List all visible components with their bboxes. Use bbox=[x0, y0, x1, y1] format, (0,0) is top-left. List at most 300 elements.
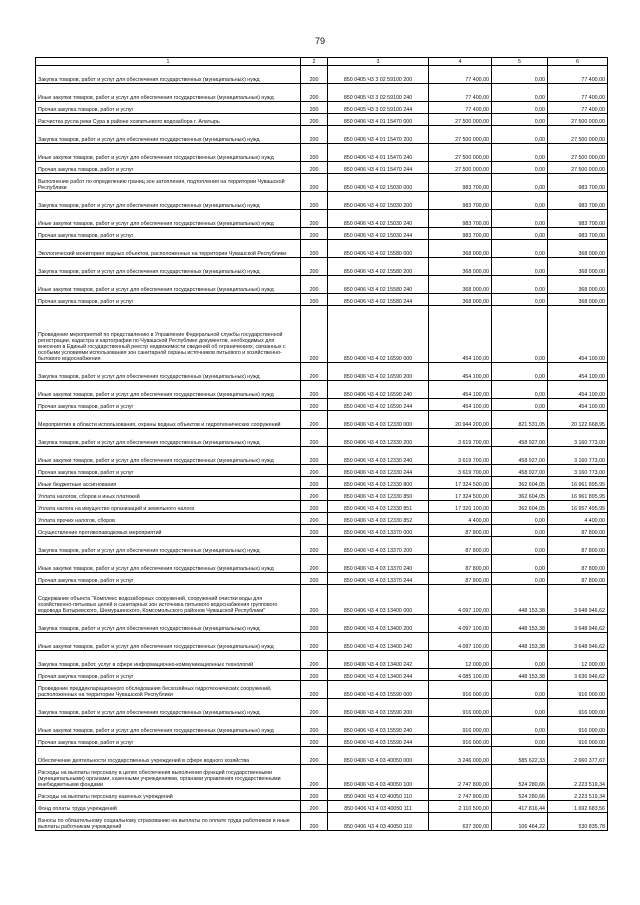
row-approved-amount: 368 000,00 bbox=[429, 276, 492, 294]
row-code: 200 bbox=[301, 126, 328, 144]
row-code: 200 bbox=[301, 699, 328, 717]
row-unexecuted-amount: 983 700,00 bbox=[548, 192, 608, 210]
row-code: 200 bbox=[301, 381, 328, 399]
row-description: Фонд оплаты труда учреждений bbox=[36, 801, 301, 813]
row-description: Прочая закупка товаров, работ и услуг bbox=[36, 735, 301, 747]
row-classification: 850 0406 Ч3 4 02 15030 240 bbox=[328, 210, 429, 228]
row-unexecuted-amount: 454 100,00 bbox=[548, 399, 608, 411]
table-row bbox=[36, 102, 608, 114]
column-header: 5 bbox=[492, 58, 548, 66]
row-executed-amount: 0,00 bbox=[492, 651, 548, 669]
row-approved-amount: 87 800,00 bbox=[429, 525, 492, 537]
row-description: Закупка товаров, работ и услуг для обеспечения государственных (муниципальных) нужд bbox=[36, 615, 301, 633]
row-description: Проведение мероприятий по представлению в Управление Федеральной службы государственной регистрации, кадастра и картографии по Чувашской Республике документов, необходимых для внесения в Единый государственный реестр недвижимости сведений об ограничениях, связанных с особыми условиями использования зон санитарной охраны источников питьевого и хозяйственно-бытового водоснабжения bbox=[36, 306, 301, 363]
row-executed-amount: 0,00 bbox=[492, 240, 548, 258]
row-executed-amount: 0,00 bbox=[492, 126, 548, 144]
row-classification: 850 0406 Ч3 4 03 13370 200 bbox=[328, 537, 429, 555]
row-classification: 850 0406 Ч3 4 02 16590 240 bbox=[328, 381, 429, 399]
table-row bbox=[36, 447, 608, 465]
row-description: Прочая закупка товаров, работ и услуг bbox=[36, 573, 301, 585]
row-description: Закупка товаров, работ и услуг для обеспечения государственных (муниципальных) нужд bbox=[36, 66, 301, 84]
row-code: 200 bbox=[301, 429, 328, 447]
row-classification: 850 0406 Ч3 4 03 12330 000 bbox=[328, 411, 429, 429]
row-description: Иные закупки товаров, работ и услуг для обеспечения государственных (муниципальных) нужд bbox=[36, 447, 301, 465]
row-code: 200 bbox=[301, 681, 328, 699]
row-code: 200 bbox=[301, 84, 328, 102]
table-row bbox=[36, 501, 608, 513]
row-unexecuted-amount: 2 223 519,34 bbox=[548, 765, 608, 789]
row-executed-amount: 0,00 bbox=[492, 717, 548, 735]
row-executed-amount: 0,00 bbox=[492, 114, 548, 126]
row-code: 200 bbox=[301, 735, 328, 747]
table-row bbox=[36, 633, 608, 651]
row-executed-amount: 448 153,38 bbox=[492, 669, 548, 681]
row-code: 200 bbox=[301, 162, 328, 174]
row-description: Иные закупки товаров, работ и услуг для обеспечения государственных (муниципальных) нужд bbox=[36, 381, 301, 399]
row-code: 200 bbox=[301, 765, 328, 789]
row-unexecuted-amount: 4 400,00 bbox=[548, 513, 608, 525]
row-description: Иные закупки товаров, работ и услуг для обеспечения государственных (муниципальных) нужд bbox=[36, 144, 301, 162]
row-classification: 850 0406 Ч3 4 02 15030 000 bbox=[328, 174, 429, 192]
row-executed-amount: 0,00 bbox=[492, 681, 548, 699]
row-description: Закупка товаров, работ и услуг для обеспечения государственных (муниципальных) нужд bbox=[36, 126, 301, 144]
row-executed-amount: 0,00 bbox=[492, 399, 548, 411]
table-row bbox=[36, 669, 608, 681]
row-executed-amount: 524 280,66 bbox=[492, 765, 548, 789]
row-code: 200 bbox=[301, 174, 328, 192]
row-executed-amount: 0,00 bbox=[492, 144, 548, 162]
row-approved-amount: 17 324 500,00 bbox=[429, 477, 492, 489]
table-row bbox=[36, 429, 608, 447]
row-description: Закупка товаров, работ и услуг для обеспечения государственных (муниципальных) нужд bbox=[36, 537, 301, 555]
table-row bbox=[36, 489, 608, 501]
row-approved-amount: 916 000,00 bbox=[429, 735, 492, 747]
row-approved-amount: 27 500 000,00 bbox=[429, 162, 492, 174]
row-executed-amount: 0,00 bbox=[492, 276, 548, 294]
row-classification: 850 0406 Ч3 4 02 15030 244 bbox=[328, 228, 429, 240]
row-unexecuted-amount: 87 800,00 bbox=[548, 573, 608, 585]
row-classification: 850 0406 Ч3 4 03 12330 200 bbox=[328, 429, 429, 447]
row-approved-amount: 27 500 000,00 bbox=[429, 144, 492, 162]
page-number: 79 bbox=[314, 36, 325, 46]
row-approved-amount: 983 700,00 bbox=[429, 210, 492, 228]
table-row bbox=[36, 306, 608, 363]
row-classification: 850 0406 Ч3 4 03 12330 851 bbox=[328, 501, 429, 513]
row-code: 200 bbox=[301, 513, 328, 525]
row-unexecuted-amount: 87 800,00 bbox=[548, 555, 608, 573]
row-description: Мероприятия в области использования, охраны водных объектов и гидротехнических сооружений bbox=[36, 411, 301, 429]
table-row bbox=[36, 363, 608, 381]
row-executed-amount: 0,00 bbox=[492, 525, 548, 537]
row-executed-amount: 0,00 bbox=[492, 66, 548, 84]
row-classification: 850 0406 Ч3 4 01 15470 240 bbox=[328, 144, 429, 162]
budget-execution-table bbox=[35, 57, 608, 831]
row-unexecuted-amount: 2 660 377,67 bbox=[548, 747, 608, 765]
row-approved-amount: 4 400,00 bbox=[429, 513, 492, 525]
table-row bbox=[36, 381, 608, 399]
row-approved-amount: 454 100,00 bbox=[429, 306, 492, 363]
row-approved-amount: 2 110 500,00 bbox=[429, 801, 492, 813]
row-code: 200 bbox=[301, 525, 328, 537]
row-code: 200 bbox=[301, 192, 328, 210]
row-executed-amount: 0,00 bbox=[492, 735, 548, 747]
row-classification: 850 0406 Ч3 4 03 15590 000 bbox=[328, 681, 429, 699]
row-description: Закупка товаров, работ и услуг для обеспечения государственных (муниципальных) нужд bbox=[36, 192, 301, 210]
column-header: 4 bbox=[429, 58, 492, 66]
row-unexecuted-amount: 20 122 668,95 bbox=[548, 411, 608, 429]
row-code: 200 bbox=[301, 258, 328, 276]
table-row bbox=[36, 192, 608, 210]
row-description: Прочая закупка товаров, работ и услуг bbox=[36, 399, 301, 411]
row-classification: 850 0406 Ч3 4 03 15590 244 bbox=[328, 735, 429, 747]
row-executed-amount: 0,00 bbox=[492, 513, 548, 525]
row-unexecuted-amount: 530 835,78 bbox=[548, 813, 608, 831]
table-row bbox=[36, 84, 608, 102]
row-executed-amount: 0,00 bbox=[492, 84, 548, 102]
row-executed-amount: 362 604,05 bbox=[492, 489, 548, 501]
row-executed-amount: 0,00 bbox=[492, 228, 548, 240]
row-unexecuted-amount: 368 000,00 bbox=[548, 240, 608, 258]
row-approved-amount: 983 700,00 bbox=[429, 192, 492, 210]
row-executed-amount: 458 927,00 bbox=[492, 447, 548, 465]
row-description: Уплата налога на имущество организаций и земельного налога bbox=[36, 501, 301, 513]
row-description: Расходы на выплаты персоналу казенных учреждений bbox=[36, 789, 301, 801]
row-code: 200 bbox=[301, 747, 328, 765]
row-description: Прочая закупка товаров, работ и услуг bbox=[36, 669, 301, 681]
row-classification: 850 0406 Ч3 4 03 12330 244 bbox=[328, 465, 429, 477]
row-approved-amount: 4 097 100,00 bbox=[429, 615, 492, 633]
row-executed-amount: 448 153,38 bbox=[492, 615, 548, 633]
row-unexecuted-amount: 3 160 773,00 bbox=[548, 447, 608, 465]
row-unexecuted-amount: 916 000,00 bbox=[548, 699, 608, 717]
row-classification: 850 0406 Ч3 4 02 15030 200 bbox=[328, 192, 429, 210]
row-approved-amount: 77 400,00 bbox=[429, 66, 492, 84]
row-classification: 850 0406 Ч3 4 03 13400 244 bbox=[328, 669, 429, 681]
row-executed-amount: 362 604,05 bbox=[492, 501, 548, 513]
row-description: Расходы на выплаты персоналу в целях обеспечения выполнения функций государственными (муниципальными) органами, казенными учреждениями, органами управления государственными внебюджетными фондами bbox=[36, 765, 301, 789]
row-description: Закупка товаров, работ и услуг для обеспечения государственных (муниципальных) нужд bbox=[36, 699, 301, 717]
row-description: Иные закупки товаров, работ и услуг для обеспечения государственных (муниципальных) нужд bbox=[36, 210, 301, 228]
table-row bbox=[36, 537, 608, 555]
table-row bbox=[36, 114, 608, 126]
table-row bbox=[36, 228, 608, 240]
row-executed-amount: 106 464,22 bbox=[492, 813, 548, 831]
row-description: Уплата налогов, сборов и иных платежей bbox=[36, 489, 301, 501]
table-row bbox=[36, 411, 608, 429]
row-code: 200 bbox=[301, 555, 328, 573]
row-approved-amount: 87 800,00 bbox=[429, 573, 492, 585]
row-unexecuted-amount: 2 223 519,34 bbox=[548, 789, 608, 801]
table-row bbox=[36, 276, 608, 294]
row-code: 200 bbox=[301, 633, 328, 651]
row-approved-amount: 4 097 100,00 bbox=[429, 585, 492, 615]
row-approved-amount: 3 619 700,00 bbox=[429, 429, 492, 447]
row-code: 200 bbox=[301, 363, 328, 381]
row-unexecuted-amount: 368 000,00 bbox=[548, 294, 608, 306]
column-header: 3 bbox=[328, 58, 429, 66]
table-row bbox=[36, 66, 608, 84]
row-classification: 850 0406 Ч3 4 03 13370 000 bbox=[328, 525, 429, 537]
table-row bbox=[36, 477, 608, 489]
row-description: Обеспечение деятельности государственных учреждений в сфере водного хозяйства bbox=[36, 747, 301, 765]
row-code: 200 bbox=[301, 144, 328, 162]
row-approved-amount: 12 000,00 bbox=[429, 651, 492, 669]
row-approved-amount: 17 324 500,00 bbox=[429, 489, 492, 501]
row-description: Закупка товаров, работ и услуг для обеспечения государственных (муниципальных) нужд bbox=[36, 258, 301, 276]
row-description: Взносы по обязательному социальному страхованию на выплаты по оплате труда работников и иные выплаты работникам учреждений bbox=[36, 813, 301, 831]
row-approved-amount: 3 246 000,00 bbox=[429, 747, 492, 765]
row-code: 200 bbox=[301, 306, 328, 363]
row-unexecuted-amount: 12 000,00 bbox=[548, 651, 608, 669]
table-row bbox=[36, 144, 608, 162]
row-description: Иные закупки товаров, работ и услуг для обеспечения государственных (муниципальных) нужд bbox=[36, 276, 301, 294]
row-unexecuted-amount: 16 957 495,95 bbox=[548, 501, 608, 513]
row-approved-amount: 77 400,00 bbox=[429, 84, 492, 102]
row-code: 200 bbox=[301, 813, 328, 831]
row-executed-amount: 362 604,05 bbox=[492, 477, 548, 489]
row-approved-amount: 916 000,00 bbox=[429, 681, 492, 699]
row-executed-amount: 0,00 bbox=[492, 573, 548, 585]
row-code: 200 bbox=[301, 240, 328, 258]
row-executed-amount: 0,00 bbox=[492, 162, 548, 174]
table-row bbox=[36, 789, 608, 801]
row-classification: 850 0406 Ч3 4 03 13400 242 bbox=[328, 651, 429, 669]
row-classification: 850 0406 Ч3 4 03 13400 000 bbox=[328, 585, 429, 615]
row-classification: 850 0406 Ч3 4 03 12330 852 bbox=[328, 513, 429, 525]
table-row bbox=[36, 294, 608, 306]
row-unexecuted-amount: 983 700,00 bbox=[548, 174, 608, 192]
row-classification: 850 0406 Ч3 4 03 40050 111 bbox=[328, 801, 429, 813]
row-unexecuted-amount: 27 500 000,00 bbox=[548, 114, 608, 126]
row-approved-amount: 87 800,00 bbox=[429, 555, 492, 573]
table-row bbox=[36, 681, 608, 699]
row-description: Проведение преддекларационного обследования бесхозяйных гидротехнических сооружений, расположенных на территории Чувашской Республики bbox=[36, 681, 301, 699]
row-classification: 850 0406 Ч3 4 03 13370 240 bbox=[328, 555, 429, 573]
row-description: Иные закупки товаров, работ и услуг для обеспечения государственных (муниципальных) нужд bbox=[36, 717, 301, 735]
table-row bbox=[36, 573, 608, 585]
row-classification: 850 0406 Ч3 4 03 13400 240 bbox=[328, 633, 429, 651]
row-approved-amount: 2 747 800,00 bbox=[429, 789, 492, 801]
row-classification: 850 0406 Ч3 4 01 15470 244 bbox=[328, 162, 429, 174]
row-approved-amount: 983 700,00 bbox=[429, 174, 492, 192]
table-row bbox=[36, 801, 608, 813]
row-approved-amount: 454 100,00 bbox=[429, 381, 492, 399]
row-classification: 850 0406 Ч3 4 02 15580 240 bbox=[328, 276, 429, 294]
row-classification: 850 0406 Ч3 4 03 12330 850 bbox=[328, 489, 429, 501]
table-header-row bbox=[36, 58, 608, 66]
row-unexecuted-amount: 77 400,00 bbox=[548, 84, 608, 102]
row-unexecuted-amount: 3 648 946,62 bbox=[548, 633, 608, 651]
row-description: Прочая закупка товаров, работ и услуг bbox=[36, 465, 301, 477]
row-description: Прочая закупка товаров, работ и услуг bbox=[36, 228, 301, 240]
row-description: Содержание объекта "Комплекс водозаборных сооружений, сооружений очистки воды для хозяйственно-питьевых целей и санитарных зон источника питьевого водоснабжения группового водовода Батыревского, Шемуршинского, Комсомольского районов Чувашской Республики" bbox=[36, 585, 301, 615]
column-header: 2 bbox=[301, 58, 328, 66]
row-unexecuted-amount: 3 160 773,00 bbox=[548, 465, 608, 477]
row-executed-amount: 0,00 bbox=[492, 381, 548, 399]
row-classification: 850 0406 Ч3 4 03 40050 000 bbox=[328, 747, 429, 765]
row-code: 200 bbox=[301, 501, 328, 513]
row-code: 200 bbox=[301, 294, 328, 306]
column-header: 1 bbox=[36, 58, 301, 66]
row-unexecuted-amount: 916 000,00 bbox=[548, 681, 608, 699]
row-executed-amount: 417 816,44 bbox=[492, 801, 548, 813]
table-row bbox=[36, 525, 608, 537]
row-code: 200 bbox=[301, 399, 328, 411]
row-approved-amount: 4 097 100,00 bbox=[429, 633, 492, 651]
row-code: 200 bbox=[301, 585, 328, 615]
row-executed-amount: 448 153,38 bbox=[492, 633, 548, 651]
row-description: Закупка товаров, работ и услуг для обеспечения государственных (муниципальных) нужд bbox=[36, 363, 301, 381]
row-unexecuted-amount: 27 500 000,00 bbox=[548, 162, 608, 174]
row-executed-amount: 0,00 bbox=[492, 555, 548, 573]
row-approved-amount: 637 300,00 bbox=[429, 813, 492, 831]
row-classification: 850 0406 Ч3 4 03 13370 244 bbox=[328, 573, 429, 585]
row-unexecuted-amount: 454 100,00 bbox=[548, 306, 608, 363]
row-description: Иные закупки товаров, работ и услуг для обеспечения государственных (муниципальных) нужд bbox=[36, 555, 301, 573]
row-executed-amount: 0,00 bbox=[492, 363, 548, 381]
row-code: 200 bbox=[301, 801, 328, 813]
row-code: 200 bbox=[301, 276, 328, 294]
row-classification: 850 0406 Ч3 4 03 15590 200 bbox=[328, 699, 429, 717]
row-unexecuted-amount: 916 000,00 bbox=[548, 735, 608, 747]
table-row bbox=[36, 651, 608, 669]
row-code: 200 bbox=[301, 789, 328, 801]
table-row bbox=[36, 717, 608, 735]
row-classification: 850 0405 Ч3 3 02 59100 200 bbox=[328, 66, 429, 84]
row-approved-amount: 368 000,00 bbox=[429, 294, 492, 306]
row-approved-amount: 2 747 800,00 bbox=[429, 765, 492, 789]
row-classification: 850 0406 Ч3 4 02 16590 244 bbox=[328, 399, 429, 411]
row-approved-amount: 87 800,00 bbox=[429, 537, 492, 555]
table-row bbox=[36, 240, 608, 258]
row-unexecuted-amount: 916 000,00 bbox=[548, 717, 608, 735]
row-code: 200 bbox=[301, 537, 328, 555]
table-row bbox=[36, 513, 608, 525]
table-row bbox=[36, 126, 608, 144]
row-classification: 850 0406 Ч3 4 01 15470 000 bbox=[328, 114, 429, 126]
row-unexecuted-amount: 454 100,00 bbox=[548, 363, 608, 381]
row-description: Выполнение работ по определению границ зон затопления, подтопления на территории Чувашской Республики bbox=[36, 174, 301, 192]
row-executed-amount: 0,00 bbox=[492, 699, 548, 717]
row-unexecuted-amount: 16 961 895,95 bbox=[548, 489, 608, 501]
row-code: 200 bbox=[301, 447, 328, 465]
row-unexecuted-amount: 368 000,00 bbox=[548, 258, 608, 276]
row-unexecuted-amount: 87 800,00 bbox=[548, 525, 608, 537]
row-description: Уплата прочих налогов, сборов bbox=[36, 513, 301, 525]
row-code: 200 bbox=[301, 651, 328, 669]
row-unexecuted-amount: 368 000,00 bbox=[548, 276, 608, 294]
row-code: 200 bbox=[301, 489, 328, 501]
row-unexecuted-amount: 983 700,00 bbox=[548, 210, 608, 228]
table-row bbox=[36, 735, 608, 747]
row-description: Прочая закупка товаров, работ и услуг bbox=[36, 102, 301, 114]
row-executed-amount: 448 153,38 bbox=[492, 585, 548, 615]
table-row bbox=[36, 747, 608, 765]
row-code: 200 bbox=[301, 411, 328, 429]
row-approved-amount: 27 500 000,00 bbox=[429, 114, 492, 126]
row-classification: 850 0405 Ч3 3 02 59100 244 bbox=[328, 102, 429, 114]
row-approved-amount: 454 100,00 bbox=[429, 363, 492, 381]
row-approved-amount: 27 500 000,00 bbox=[429, 126, 492, 144]
row-unexecuted-amount: 3 648 946,62 bbox=[548, 585, 608, 615]
row-classification: 850 0406 Ч3 4 03 40050 100 bbox=[328, 765, 429, 789]
row-unexecuted-amount: 454 100,00 bbox=[548, 381, 608, 399]
table-row bbox=[36, 465, 608, 477]
row-classification: 850 0406 Ч3 4 01 15470 200 bbox=[328, 126, 429, 144]
row-executed-amount: 524 280,66 bbox=[492, 789, 548, 801]
row-classification: 850 0406 Ч3 4 02 16590 200 bbox=[328, 363, 429, 381]
row-unexecuted-amount: 27 500 000,00 bbox=[548, 126, 608, 144]
row-description: Расчистка русла реки Сура в районе хозпитьевого водозабора г. Алатырь bbox=[36, 114, 301, 126]
row-code: 200 bbox=[301, 210, 328, 228]
row-code: 200 bbox=[301, 228, 328, 240]
table-row bbox=[36, 555, 608, 573]
row-executed-amount: 585 622,33 bbox=[492, 747, 548, 765]
table-row bbox=[36, 615, 608, 633]
row-description: Экологический мониторинг водных объектов, расположенных на территории Чувашской Республики bbox=[36, 240, 301, 258]
row-classification: 850 0406 Ч3 4 02 16590 000 bbox=[328, 306, 429, 363]
row-code: 200 bbox=[301, 615, 328, 633]
row-description: Закупка товаров, работ и услуг для обеспечения государственных (муниципальных) нужд bbox=[36, 429, 301, 447]
row-executed-amount: 458 927,00 bbox=[492, 429, 548, 447]
row-executed-amount: 821 531,05 bbox=[492, 411, 548, 429]
row-description: Иные закупки товаров, работ и услуг для обеспечения государственных (муниципальных) нужд bbox=[36, 633, 301, 651]
row-executed-amount: 0,00 bbox=[492, 258, 548, 276]
row-approved-amount: 4 085 100,00 bbox=[429, 669, 492, 681]
row-classification: 850 0406 Ч3 4 03 15590 240 bbox=[328, 717, 429, 735]
row-code: 200 bbox=[301, 102, 328, 114]
row-classification: 850 0406 Ч3 4 03 13400 200 bbox=[328, 615, 429, 633]
row-executed-amount: 0,00 bbox=[492, 294, 548, 306]
row-approved-amount: 368 000,00 bbox=[429, 240, 492, 258]
row-unexecuted-amount: 3 636 946,62 bbox=[548, 669, 608, 681]
row-executed-amount: 0,00 bbox=[492, 174, 548, 192]
row-classification: 850 0406 Ч3 4 02 15580 000 bbox=[328, 240, 429, 258]
row-description: Закупка товаров, работ, услуг в сфере информационно-коммуникационных технологий bbox=[36, 651, 301, 669]
row-code: 200 bbox=[301, 114, 328, 126]
row-classification: 850 0406 Ч3 4 03 40050 110 bbox=[328, 789, 429, 801]
row-classification: 850 0406 Ч3 4 03 40050 119 bbox=[328, 813, 429, 831]
row-unexecuted-amount: 983 700,00 bbox=[548, 228, 608, 240]
table-row bbox=[36, 174, 608, 192]
row-description: Иные закупки товаров, работ и услуг для обеспечения государственных (муниципальных) нужд bbox=[36, 84, 301, 102]
row-classification: 850 0406 Ч3 4 02 15580 200 bbox=[328, 258, 429, 276]
row-unexecuted-amount: 16 961 895,95 bbox=[548, 477, 608, 489]
row-approved-amount: 916 000,00 bbox=[429, 699, 492, 717]
row-unexecuted-amount: 3 160 773,00 bbox=[548, 429, 608, 447]
row-unexecuted-amount: 1 692 683,56 bbox=[548, 801, 608, 813]
row-code: 200 bbox=[301, 66, 328, 84]
row-executed-amount: 0,00 bbox=[492, 537, 548, 555]
row-code: 200 bbox=[301, 465, 328, 477]
row-approved-amount: 454 100,00 bbox=[429, 399, 492, 411]
table-row bbox=[36, 813, 608, 831]
row-description: Иные бюджетные ассигнования bbox=[36, 477, 301, 489]
row-code: 200 bbox=[301, 717, 328, 735]
table-row bbox=[36, 258, 608, 276]
row-approved-amount: 77 400,00 bbox=[429, 102, 492, 114]
row-description: Осуществление противопаводковых мероприятий bbox=[36, 525, 301, 537]
row-approved-amount: 983 700,00 bbox=[429, 228, 492, 240]
row-executed-amount: 0,00 bbox=[492, 306, 548, 363]
row-classification: 850 0406 Ч3 4 02 15580 244 bbox=[328, 294, 429, 306]
row-code: 200 bbox=[301, 573, 328, 585]
row-approved-amount: 17 320 100,00 bbox=[429, 501, 492, 513]
row-classification: 850 0406 Ч3 4 03 12330 240 bbox=[328, 447, 429, 465]
row-unexecuted-amount: 77 400,00 bbox=[548, 66, 608, 84]
row-approved-amount: 20 944 200,00 bbox=[429, 411, 492, 429]
table-row bbox=[36, 210, 608, 228]
